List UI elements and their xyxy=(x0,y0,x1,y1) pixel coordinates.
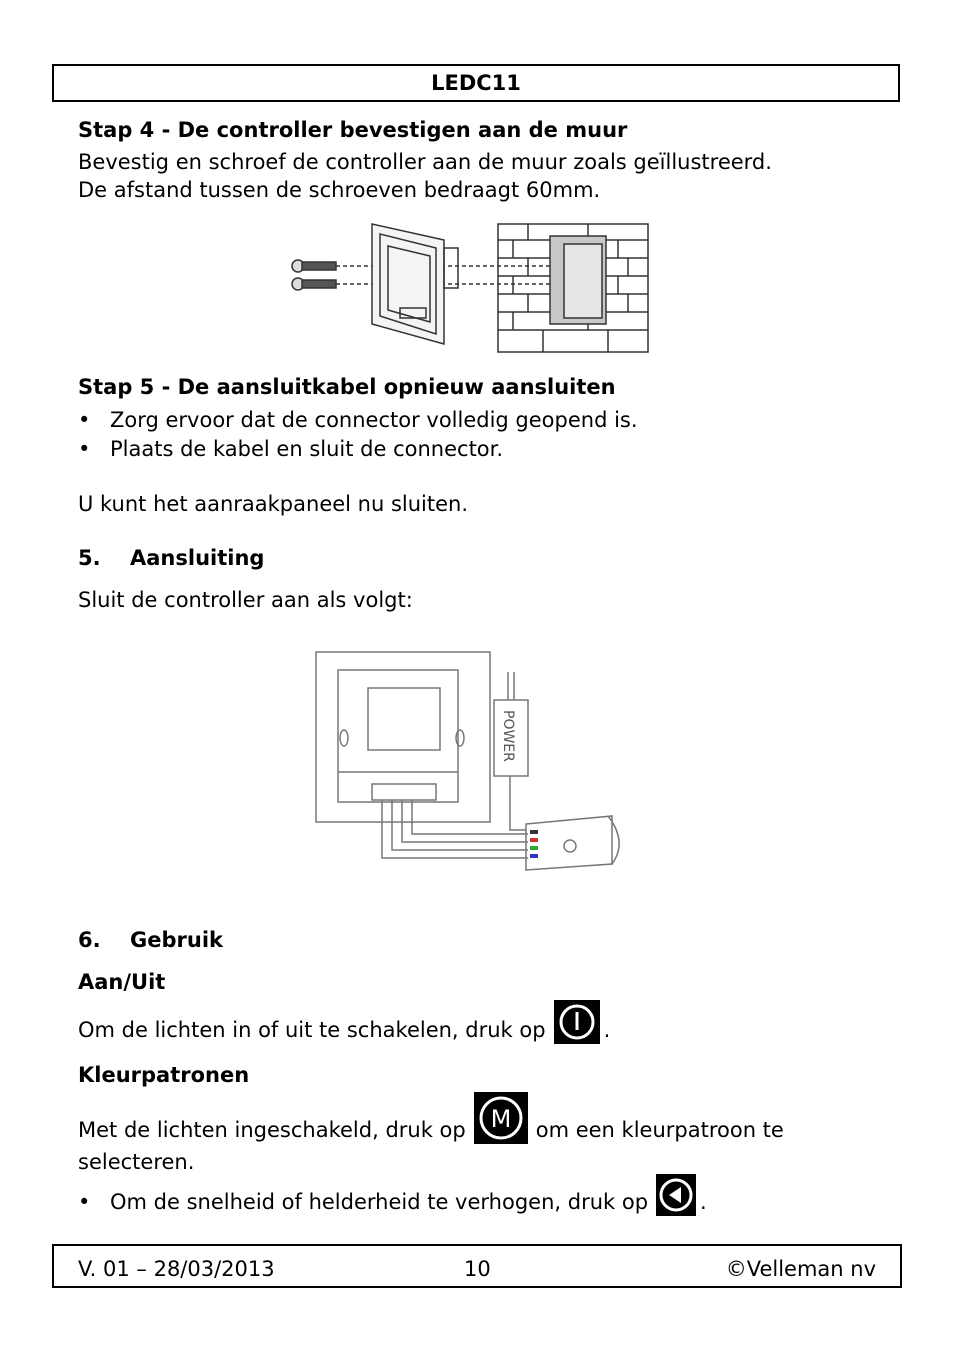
screw-top xyxy=(292,260,336,272)
section5-title: Aansluiting xyxy=(130,546,265,570)
section5-text: Sluit de controller aan als volgt: xyxy=(78,588,413,612)
bullet-marker: • xyxy=(78,437,91,461)
bullet-marker: • xyxy=(78,408,91,432)
step4-heading: Stap 4 - De controller bevestigen aan de muur xyxy=(78,118,628,142)
patterns-heading: Kleurpatronen xyxy=(78,1063,250,1087)
footer-version: V. 01 – 28/03/2013 xyxy=(78,1257,275,1281)
bullet-marker: • xyxy=(78,1190,91,1214)
step5-heading: Stap 5 - De aansluitkabel opnieuw aansluiten xyxy=(78,375,616,399)
document-title: LEDC11 xyxy=(431,71,521,95)
power-button-icon xyxy=(554,1000,600,1044)
footer-page-number: 10 xyxy=(464,1257,491,1281)
document-footer xyxy=(52,1244,902,1288)
wall-mount-illustration xyxy=(288,218,660,358)
onoff-paragraph xyxy=(78,1000,610,1044)
patterns-text-after: om een kleurpatroon te xyxy=(535,1118,784,1142)
step5-bullet-list xyxy=(78,406,638,464)
speed-bullet-period: . xyxy=(700,1190,707,1214)
power-label: POWER xyxy=(500,710,516,762)
speed-bullet xyxy=(78,1174,707,1216)
svg-text:M: M xyxy=(490,1105,512,1133)
patterns-paragraph xyxy=(78,1092,784,1144)
left-arrow-button-icon xyxy=(656,1174,696,1216)
document-header xyxy=(52,64,900,102)
onoff-heading: Aan/Uit xyxy=(78,970,166,994)
footer-copyright: ©Velleman nv xyxy=(725,1257,876,1281)
list-item xyxy=(78,435,638,464)
bullet-text: Zorg ervoor dat de connector volledig geopend is. xyxy=(110,408,638,432)
speed-bullet-text: Om de snelheid of helderheid te verhogen, druk op xyxy=(110,1190,649,1214)
bullet-text: Plaats de kabel en sluit de connector. xyxy=(110,437,504,461)
patterns-text-line2: selecteren. xyxy=(78,1150,195,1174)
section6-title: Gebruik xyxy=(130,928,223,952)
screw-bottom xyxy=(292,278,336,290)
step5-closing: U kunt het aanraakpaneel nu sluiten. xyxy=(78,492,469,516)
section6-number: 6. xyxy=(78,928,101,952)
onoff-period: . xyxy=(603,1018,611,1042)
list-item xyxy=(78,406,638,435)
onoff-text: Om de lichten in of uit te schakelen, druk op xyxy=(78,1018,546,1042)
wiring-diagram xyxy=(312,646,632,886)
step4-line2: De afstand tussen de schroeven bedraagt 60mm. xyxy=(78,178,601,202)
patterns-text-before: Met de lichten ingeschakeld, druk op xyxy=(78,1118,466,1142)
step4-line1: Bevestig en schroef de controller aan de muur zoals geïllustreerd. xyxy=(78,150,772,174)
section5-number: 5. xyxy=(78,546,101,570)
mode-m-button-icon xyxy=(474,1092,528,1144)
